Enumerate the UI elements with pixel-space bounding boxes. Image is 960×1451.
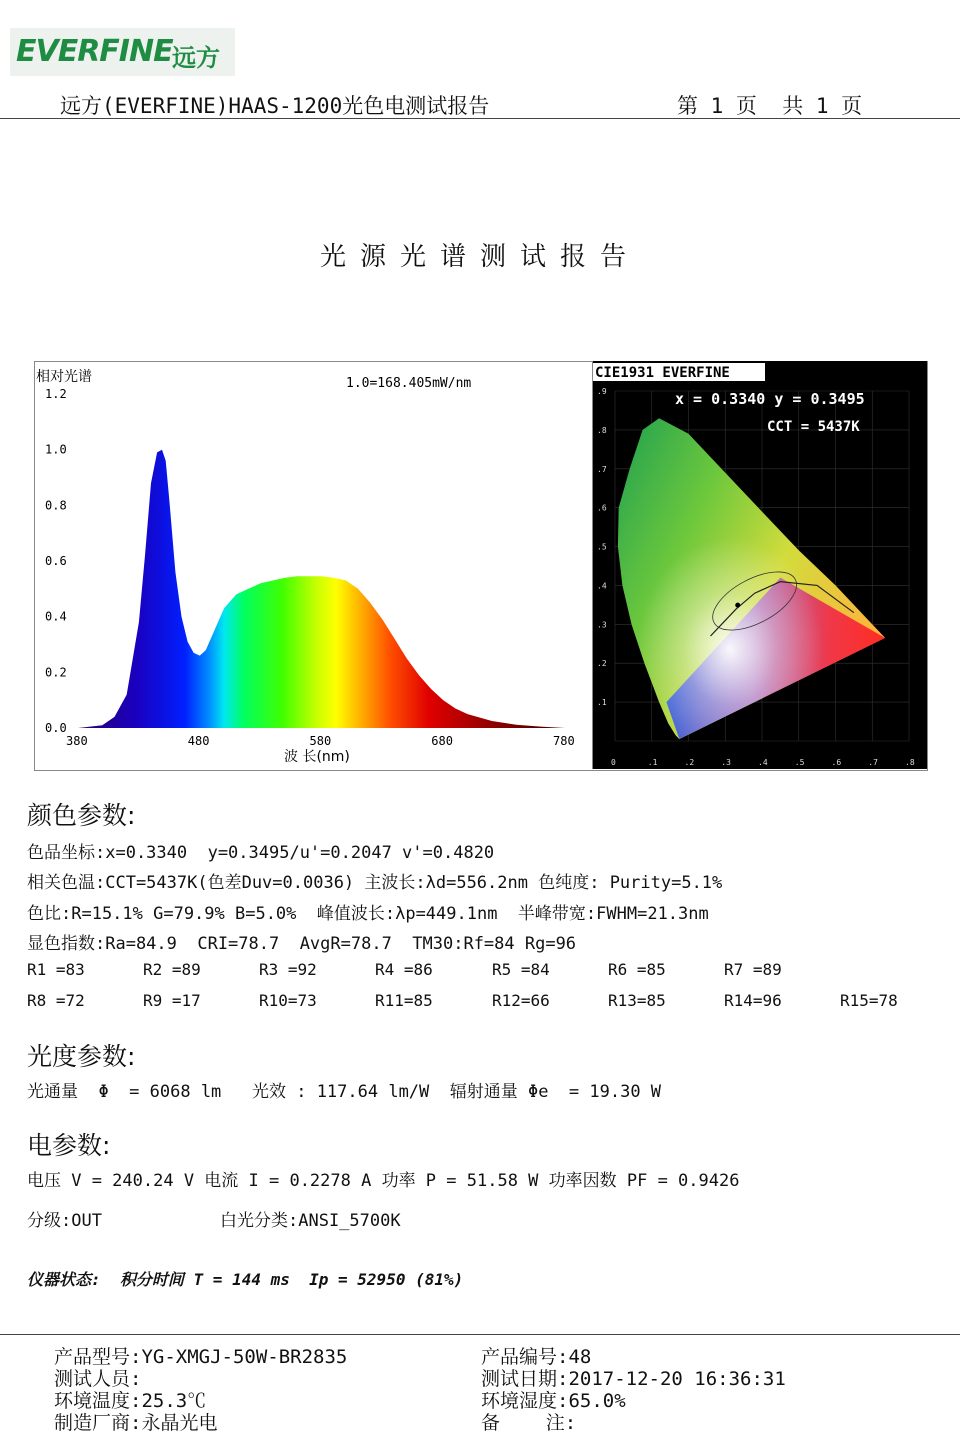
footer-temp: 环境温度:25.3℃ [54, 1390, 207, 1412]
header-divider [0, 118, 960, 119]
logo-cn: 远方 [172, 44, 220, 72]
r-value: R5 =84 [492, 960, 550, 979]
cie-xtick: .5 [794, 758, 805, 767]
instrument-status: 仪器状态: 积分时间 T = 144 ms Ip = 52950 (81%) [27, 1270, 464, 1289]
cie-ytick: .1 [597, 698, 607, 708]
r-value: R7 =89 [724, 960, 782, 979]
spectrum-ytick: 0.4 [45, 609, 67, 624]
cie-xtick: .4 [758, 758, 768, 767]
spectrum-ytick: 1.0 [45, 442, 67, 457]
spectrum-xlabel: 波 长(nm) [284, 749, 350, 765]
cie-cct-annotation: CCT = 5437K [767, 419, 860, 435]
page-title: 光源光谱测试报告 [319, 242, 640, 272]
cie-xtick: .3 [721, 758, 731, 767]
cri-line: 显色指数:Ra=84.9 CRI=78.7 AvgR=78.7 TM30:Rf=84 Rg=96 [27, 934, 577, 954]
spectrum-chart [34, 361, 592, 769]
r-value: R8 =72 [27, 991, 85, 1010]
photo-params-heading: 光度参数: [27, 1042, 136, 1071]
footer-divider [0, 1334, 960, 1335]
cie-xy-annotation: x = 0.3340 y = 0.3495 [675, 390, 865, 408]
cie-ytick: .2 [597, 659, 607, 669]
footer-tester: 测试人员: [54, 1368, 142, 1390]
report-header-title: 远方(EVERFINE)HAAS-1200光色电测试报告 [60, 94, 490, 118]
cie-xtick: .2 [684, 758, 695, 767]
cie-xtick: .7 [868, 758, 878, 767]
spectrum-ytick: 0.0 [45, 721, 67, 735]
white-class-value: 白光分类:ANSI_5700K [220, 1211, 401, 1231]
cie-ytick: .9 [597, 387, 607, 396]
color-params-heading: 颜色参数: [27, 801, 136, 830]
r-value: R2 =89 [143, 960, 201, 979]
cie-ytick: .5 [597, 542, 607, 552]
cie-xtick: .1 [647, 758, 658, 767]
spectrum-ytick: 1.2 [45, 387, 67, 401]
r-value: R6 =85 [608, 960, 666, 979]
logo-brand: EVERFINE [16, 34, 173, 69]
cie-ytick: .3 [597, 620, 607, 630]
r-value: R4 =86 [375, 960, 433, 979]
cie-xtick: .8 [905, 758, 915, 767]
spectrum-ytick: 0.2 [45, 665, 67, 680]
r-value: R10=73 [259, 991, 317, 1010]
cie-ytick: .6 [597, 503, 607, 513]
cie-measured-point [735, 603, 740, 608]
cie-ytick: .8 [597, 425, 607, 435]
footer-remark: 备 注: [481, 1412, 577, 1434]
cct-line: 相关色温:CCT=5437K(色差Duv=0.0036) 主波长:λd=556.2nm 色纯度: Purity=5.1% [27, 873, 723, 893]
elec-params-heading: 电参数: [27, 1131, 111, 1160]
r-value: R1 =83 [27, 960, 85, 979]
electrical-line: 电压 V = 240.24 V 电流 I = 0.2278 A 功率 P = 51.58 W 功率因数 PF = 0.9426 [27, 1171, 740, 1191]
spectrum-xtick: 380 [66, 734, 88, 748]
cie-xtick: 0 [611, 758, 616, 767]
spectrum-xtick: 780 [553, 734, 575, 748]
cie-ytick: .7 [597, 464, 607, 474]
r-value: R12=66 [492, 991, 550, 1010]
r-value: R13=85 [608, 991, 666, 1010]
cie-title: CIE1931 EVERFINE [595, 365, 730, 381]
spectrum-ytick: 0.6 [45, 554, 67, 568]
color-ratio-line: 色比:R=15.1% G=79.9% B=5.0% 峰值波长:λp=449.1nm 半峰带宽:FWHM=21.3nm [27, 904, 709, 924]
cie-chart [592, 361, 927, 769]
spectrum-scale-note: 1.0=168.405mW/nm [346, 376, 472, 391]
footer-humidity: 环境湿度:65.0% [481, 1390, 626, 1412]
spectrum-xtick: 580 [309, 734, 332, 748]
cie-locus-white [618, 418, 885, 739]
r-value: R11=85 [375, 991, 433, 1010]
r-value: R3 =92 [259, 960, 317, 979]
cie-xtick: .6 [831, 758, 842, 767]
spectrum-area [78, 450, 565, 728]
spectrum-ylabel: 相对光谱 [36, 369, 92, 385]
spectrum-xtick: 680 [431, 734, 453, 748]
chromaticity-line: 色品坐标:x=0.3340 y=0.3495/u'=0.2047 v'=0.4820 [27, 843, 495, 863]
footer-model: 产品型号:YG-XMGJ-50W-BR2835 [54, 1346, 348, 1368]
spectrum-xtick: 480 [187, 734, 210, 748]
r-value: R9 =17 [143, 991, 201, 1010]
footer-serial: 产品编号:48 [481, 1346, 592, 1368]
r-value: R14=96 [724, 991, 782, 1010]
page-info: 第 1 页 共 1 页 [677, 94, 863, 118]
grade-value: 分级:OUT [27, 1211, 102, 1231]
spectrum-ytick: 0.8 [45, 498, 67, 513]
r-value: R15=78 [840, 991, 898, 1010]
cie-ytick: .4 [597, 581, 607, 591]
footer-date: 测试日期:2017-12-20 16:36:31 [481, 1368, 786, 1390]
footer-maker: 制造厂商:永晶光电 [54, 1412, 218, 1434]
flux-line: 光通量 Φ = 6068 lm 光效 : 117.64 lm/W 辐射通量 Φe = 19.30 W [27, 1082, 662, 1102]
